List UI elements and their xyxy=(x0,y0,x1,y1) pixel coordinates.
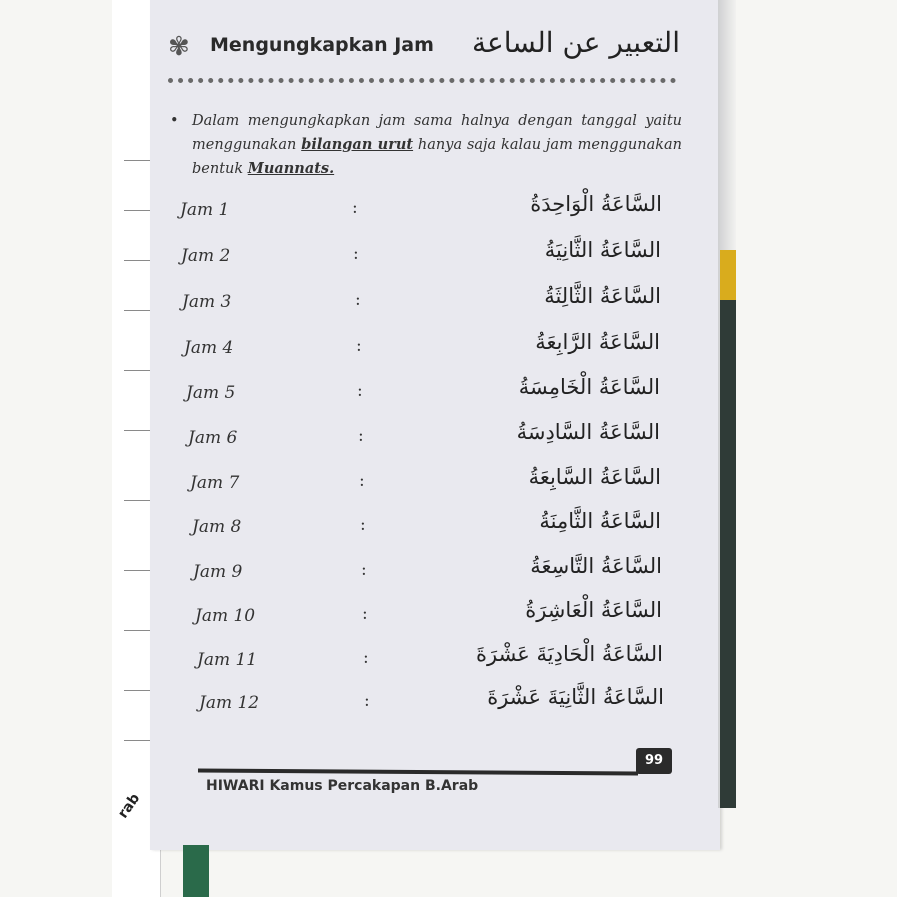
hour-row xyxy=(180,192,662,228)
hour-label: Jam 2 xyxy=(181,246,231,266)
hour-row xyxy=(195,598,662,634)
hour-arabic: السَّاعَةُ الثَّامِنَةُ xyxy=(539,509,661,533)
spine-text: rab xyxy=(115,790,144,822)
hour-label: Jam 3 xyxy=(182,292,232,312)
hour-label: Jam 7 xyxy=(190,473,240,493)
footer-text: HIWARI Kamus Percakapan B.Arab xyxy=(206,778,479,794)
hour-arabic: السَّاعَةُ الرَّابِعَةُ xyxy=(535,330,660,354)
hour-label: Jam 9 xyxy=(193,562,243,582)
colon-separator: : xyxy=(357,381,363,401)
hour-arabic: السَّاعَةُ التَّاسِعَةُ xyxy=(530,554,662,578)
hour-arabic: السَّاعَةُ الثَّانِيَةُ xyxy=(544,238,661,262)
colon-separator: : xyxy=(364,691,370,711)
hour-label: Jam 6 xyxy=(188,428,238,448)
hour-row xyxy=(186,375,660,411)
intro-paragraph xyxy=(170,110,683,181)
hour-label: Jam 10 xyxy=(195,606,256,626)
intro-text: hanya saja kalau jam menggunakan bentuk xyxy=(192,137,683,177)
cover-yellow-band xyxy=(720,250,736,300)
hour-row xyxy=(182,284,661,320)
hour-arabic: السَّاعَةُ الثَّانِيَةَ عَشْرَةَ xyxy=(487,685,664,709)
hour-row xyxy=(188,420,660,456)
colon-separator: : xyxy=(362,604,368,624)
page-number: 99 xyxy=(636,748,672,774)
ornament-icon: ✾ xyxy=(168,32,190,62)
hour-label: Jam 4 xyxy=(184,338,234,358)
hour-label: Jam 1 xyxy=(180,200,230,220)
hour-row xyxy=(190,465,661,501)
colon-separator: : xyxy=(352,198,358,218)
page-title-arabic: التعبير عن الساعة xyxy=(472,26,680,59)
page-title: Mengungkapkan Jam xyxy=(210,34,434,56)
bullet-icon: • xyxy=(170,113,179,129)
colon-separator: : xyxy=(356,336,362,356)
hour-row xyxy=(199,685,664,721)
hour-label: Jam 11 xyxy=(197,650,258,670)
hour-arabic: السَّاعَةُ الْخَامِسَةُ xyxy=(518,375,660,399)
hour-arabic: السَّاعَةُ الثَّالِثَةُ xyxy=(544,284,661,308)
hour-label: Jam 5 xyxy=(186,383,236,403)
intro-text: Dalam mengungkapkan jam sama halnya dengan tanggal yaitu menggunakan xyxy=(192,113,682,153)
cover-green-band xyxy=(720,300,736,808)
hour-row xyxy=(184,330,660,366)
bookmark-ribbon xyxy=(183,845,209,897)
page-header xyxy=(168,26,688,70)
dotted-divider xyxy=(168,78,676,83)
hour-row xyxy=(197,642,663,678)
hour-arabic: السَّاعَةُ الْحَادِيَةَ عَشْرَةَ xyxy=(475,642,663,666)
hour-row xyxy=(181,238,661,274)
hour-arabic: السَّاعَةُ الْوَاحِدَةُ xyxy=(530,192,662,216)
hour-label: Jam 8 xyxy=(192,517,242,537)
colon-separator: : xyxy=(360,515,366,535)
colon-separator: : xyxy=(361,560,367,580)
hour-label: Jam 12 xyxy=(199,693,260,713)
hour-row xyxy=(192,509,661,545)
hour-arabic: السَّاعَةُ السَّابِعَةُ xyxy=(528,465,661,489)
colon-separator: : xyxy=(363,648,369,668)
colon-separator: : xyxy=(359,471,365,491)
colon-separator: : xyxy=(358,426,364,446)
intro-emphasis: bilangan urut xyxy=(301,136,414,153)
hour-arabic: السَّاعَةُ الْعَاشِرَةُ xyxy=(525,598,662,622)
hour-row xyxy=(193,554,662,590)
hour-arabic: السَّاعَةُ السَّادِسَةُ xyxy=(516,420,660,444)
intro-emphasis: Muannats. xyxy=(247,160,335,177)
colon-separator: : xyxy=(353,244,359,264)
colon-separator: : xyxy=(355,290,361,310)
